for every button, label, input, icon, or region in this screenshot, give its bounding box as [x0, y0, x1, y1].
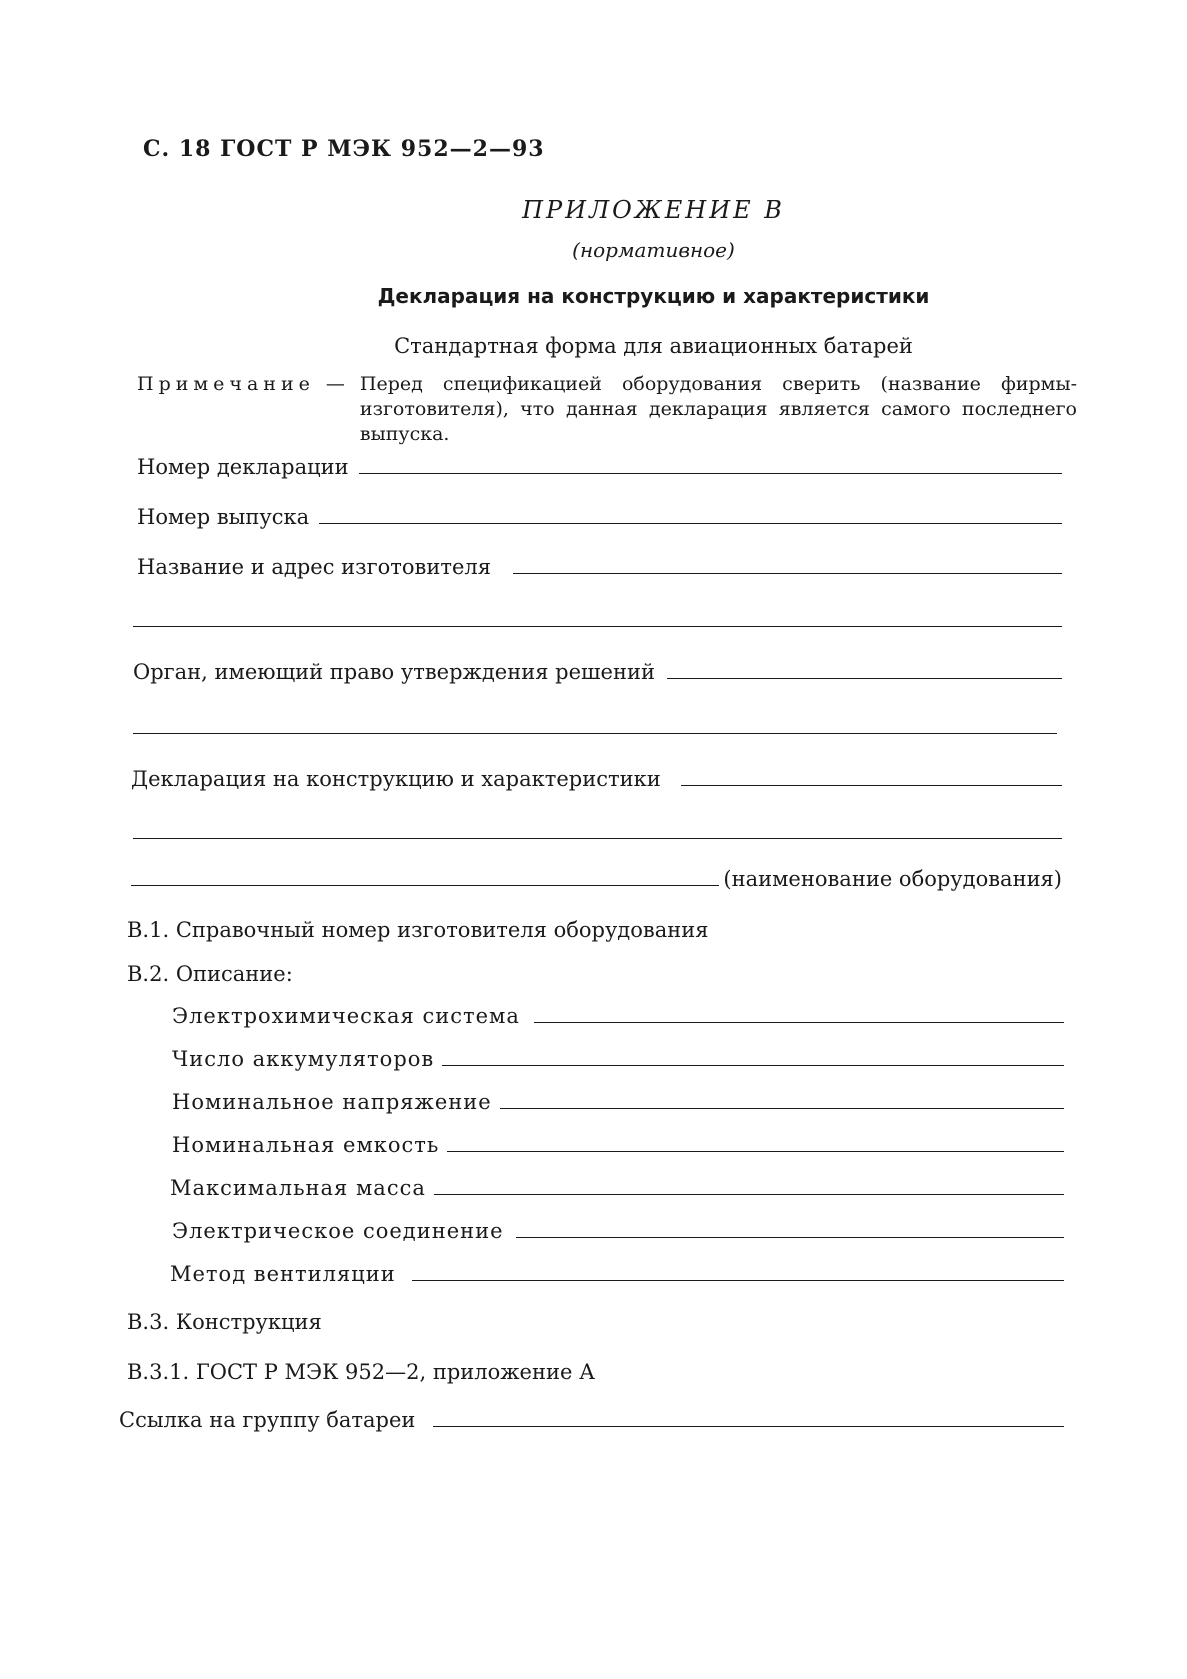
note-text: Перед спецификацией оборудования сверить (название фирмы-изготовителя), что данная декларация является самого последнего выпуска. — [359, 373, 1077, 445]
authority-field[interactable] — [133, 660, 1062, 684]
desc-label-electrochemical: Электрохимическая система — [172, 1004, 520, 1028]
equipment-name-line[interactable] — [131, 884, 719, 886]
battery-group-field[interactable] — [119, 1408, 1064, 1432]
authority-line[interactable] — [667, 677, 1062, 679]
main-title: Декларация на конструкцию и характеристики — [377, 284, 930, 308]
desc-label-ventilation: Метод вентиляции — [170, 1262, 396, 1286]
declaration-field[interactable] — [131, 767, 1062, 791]
desc-line-connection[interactable] — [516, 1236, 1064, 1238]
desc-label-capacity: Номинальная емкость — [172, 1133, 440, 1157]
page-header: С. 18 ГОСТ Р МЭК 952—2—93 — [143, 136, 545, 162]
section-b2: В.2. Описание: — [127, 962, 293, 986]
equipment-name-label: (наименование оборудования) — [723, 867, 1062, 891]
desc-label-cells: Число аккумуляторов — [172, 1047, 435, 1071]
manufacturer-label: Название и адрес изготовителя — [137, 555, 491, 579]
desc-label-voltage: Номинальное напряжение — [172, 1090, 492, 1114]
form-subtitle: Стандартная форма для авиационных батарей — [394, 334, 913, 358]
battery-group-line[interactable] — [433, 1425, 1064, 1427]
section-b31: В.3.1. ГОСТ Р МЭК 952—2, приложение А — [127, 1360, 595, 1384]
battery-group-label: Ссылка на группу батареи — [119, 1408, 416, 1432]
desc-line-ventilation[interactable] — [412, 1279, 1064, 1281]
desc-field-ventilation[interactable] — [170, 1262, 1064, 1286]
declaration-label: Декларация на конструкцию и характеристики — [131, 767, 661, 791]
note-label: Примечание — — [137, 373, 350, 395]
desc-line-electrochemical[interactable] — [534, 1021, 1064, 1023]
declaration-line-2[interactable] — [133, 838, 1062, 839]
authority-line-2[interactable] — [133, 733, 1057, 734]
declaration-number-field[interactable] — [137, 455, 1062, 479]
manufacturer-field[interactable] — [137, 555, 1062, 579]
desc-line-mass[interactable] — [434, 1193, 1064, 1195]
section-b1: В.1. Справочный номер изготовителя оборудования — [127, 918, 709, 942]
desc-line-capacity[interactable] — [447, 1150, 1064, 1152]
annex-subtitle: (нормативное) — [572, 238, 735, 262]
desc-field-connection[interactable] — [172, 1219, 1064, 1243]
equipment-name-field[interactable] — [131, 867, 1062, 891]
declaration-line[interactable] — [681, 784, 1062, 786]
desc-field-capacity[interactable] — [172, 1133, 1064, 1157]
manufacturer-line[interactable] — [513, 572, 1062, 574]
desc-line-cells[interactable] — [442, 1064, 1064, 1066]
desc-field-cells[interactable] — [172, 1047, 1064, 1071]
declaration-number-label: Номер декларации — [137, 455, 349, 479]
section-b3: В.3. Конструкция — [127, 1310, 322, 1334]
desc-field-electrochemical[interactable] — [172, 1004, 1064, 1028]
issue-number-label: Номер выпуска — [137, 505, 310, 529]
desc-label-connection: Электрическое соединение — [172, 1219, 504, 1243]
declaration-number-line[interactable] — [359, 472, 1062, 474]
annex-title: ПРИЛОЖЕНИЕ В — [522, 196, 785, 224]
desc-field-voltage[interactable] — [172, 1090, 1064, 1114]
desc-line-voltage[interactable] — [500, 1107, 1064, 1109]
authority-label: Орган, имеющий право утверждения решений — [133, 660, 655, 684]
issue-number-field[interactable] — [137, 505, 1062, 529]
issue-number-line[interactable] — [319, 522, 1062, 524]
manufacturer-line-2[interactable] — [133, 626, 1062, 627]
desc-field-mass[interactable] — [170, 1176, 1064, 1200]
note — [137, 372, 1077, 447]
desc-label-mass: Максимальная масса — [170, 1176, 426, 1200]
